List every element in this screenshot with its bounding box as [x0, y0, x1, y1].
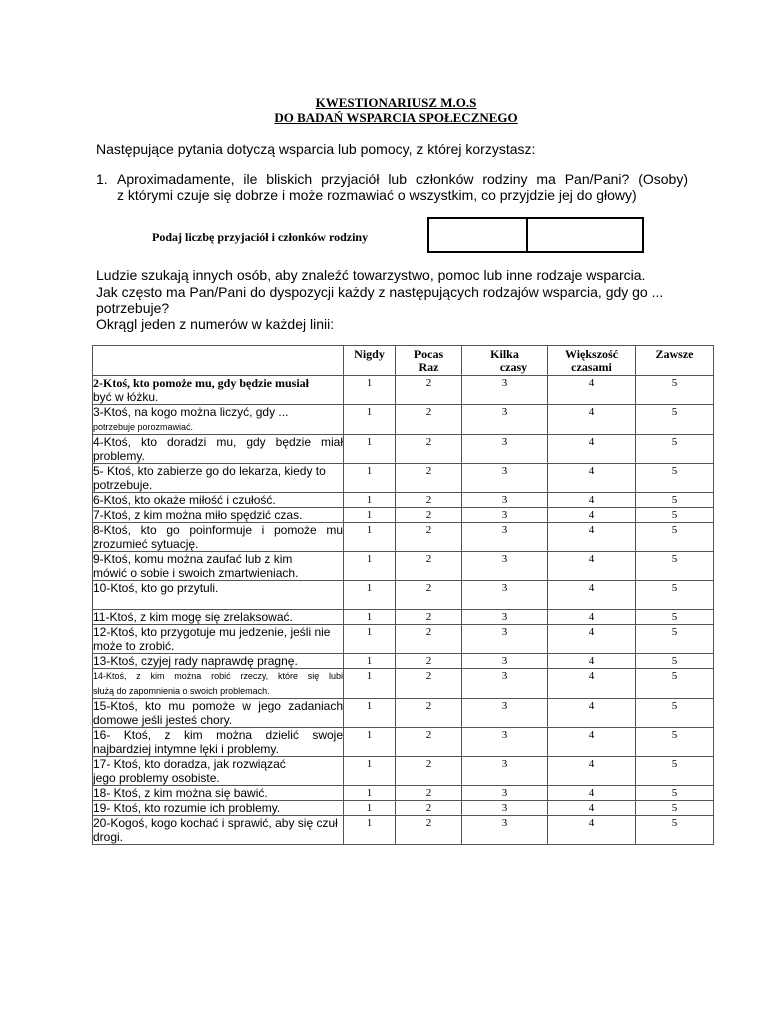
question-1 [96, 171, 688, 203]
option-1[interactable]: 1 [344, 816, 396, 845]
table-row [93, 523, 714, 552]
item-text: 16- Ktoś, z kim można dzielić swoje najbardziej intymne lęki i problemy. [93, 728, 343, 756]
option-4[interactable]: 4 [548, 654, 636, 669]
table-row [93, 801, 714, 816]
item-text: 14-Ktoś, z kim można robić rzeczy, które się lubi służą do zapomnienia o swoich problemach. [93, 669, 344, 699]
option-5[interactable]: 5 [636, 728, 714, 757]
header-nigdy: Nigdy [344, 346, 396, 376]
option-2[interactable]: 2 [396, 523, 462, 552]
option-4[interactable]: 4 [548, 669, 636, 699]
option-5[interactable]: 5 [636, 757, 714, 786]
family-count-input[interactable] [526, 217, 644, 253]
option-3[interactable]: 3 [462, 405, 548, 435]
option-3[interactable]: 3 [462, 523, 548, 552]
option-1[interactable]: 1 [344, 508, 396, 523]
table-row [93, 581, 714, 610]
table-row [93, 699, 714, 728]
option-2[interactable]: 2 [396, 405, 462, 435]
table-row [93, 757, 714, 786]
option-2[interactable]: 2 [396, 699, 462, 728]
option-2[interactable]: 2 [396, 816, 462, 845]
table-row [93, 435, 714, 464]
table-row [93, 728, 714, 757]
item-text: 12-Ktoś, kto przygotuje mu jedzenie, jeśli nie może to zrobić. [93, 625, 344, 654]
option-4[interactable]: 4 [548, 464, 636, 493]
item-text: 2-Ktoś, kto pomoże mu, gdy będzie musiał być w łóżku. [93, 376, 344, 405]
option-1[interactable]: 1 [344, 801, 396, 816]
friends-count-input[interactable] [427, 217, 528, 253]
option-3[interactable]: 3 [462, 376, 548, 405]
option-4[interactable]: 4 [548, 728, 636, 757]
option-4[interactable]: 4 [548, 757, 636, 786]
option-1[interactable]: 1 [344, 786, 396, 801]
option-2[interactable]: 2 [396, 508, 462, 523]
option-1[interactable]: 1 [344, 493, 396, 508]
option-1[interactable]: 1 [344, 669, 396, 699]
option-4[interactable]: 4 [548, 508, 636, 523]
option-1[interactable]: 1 [344, 552, 396, 581]
option-2[interactable]: 2 [396, 376, 462, 405]
table-row [93, 508, 714, 523]
option-4[interactable]: 4 [548, 523, 636, 552]
option-5[interactable]: 5 [636, 523, 714, 552]
item-text: 5- Ktoś, kto zabierze go do lekarza, kiedy to potrzebuje. [93, 464, 344, 493]
item-text: 10-Ktoś, kto go przytuli. [93, 581, 344, 610]
option-3[interactable]: 3 [462, 669, 548, 699]
table-row [93, 464, 714, 493]
option-4[interactable]: 4 [548, 801, 636, 816]
table-row [93, 625, 714, 654]
option-1[interactable]: 1 [344, 581, 396, 610]
option-5[interactable]: 5 [636, 786, 714, 801]
option-3[interactable]: 3 [462, 801, 548, 816]
option-1[interactable]: 1 [344, 405, 396, 435]
header-pocas-raz: Pocas Raz [396, 346, 462, 376]
option-3[interactable]: 3 [462, 728, 548, 757]
table-header-row [93, 346, 714, 376]
question-1-line-1: Aproximadamente, ile bliskich przyjaciół lub członków rodziny ma Pan/Pani? (Osoby) [117, 171, 688, 187]
option-5[interactable]: 5 [636, 405, 714, 435]
option-3[interactable]: 3 [462, 493, 548, 508]
option-5[interactable]: 5 [636, 610, 714, 625]
option-4[interactable]: 4 [548, 625, 636, 654]
item-text: 7-Ktoś, z kim można miło spędzić czas. [93, 508, 344, 523]
item-text: 18- Ktoś, z kim można się bawić. [93, 786, 344, 801]
option-5[interactable]: 5 [636, 435, 714, 464]
item-text: 15-Ktoś, kto mu pomoże w jego zadaniach domowe jeśli jesteś chory. [93, 699, 343, 727]
table-row [93, 493, 714, 508]
option-3[interactable]: 3 [462, 625, 548, 654]
option-2[interactable]: 2 [396, 801, 462, 816]
option-1[interactable]: 1 [344, 523, 396, 552]
option-3[interactable]: 3 [462, 757, 548, 786]
option-2[interactable]: 2 [396, 464, 462, 493]
option-4[interactable]: 4 [548, 435, 636, 464]
option-5[interactable]: 5 [636, 464, 714, 493]
option-1[interactable]: 1 [344, 699, 396, 728]
option-4[interactable]: 4 [548, 552, 636, 581]
option-5[interactable]: 5 [636, 625, 714, 654]
option-5[interactable]: 5 [636, 552, 714, 581]
count-label: Podaj liczbę przyjaciół i członków rodziny [152, 230, 369, 244]
item-text: 20-Kogoś, kogo kochać i sprawić, aby się czuł drogi. [93, 816, 344, 845]
option-5[interactable]: 5 [636, 508, 714, 523]
option-3[interactable]: 3 [462, 699, 548, 728]
table-row [93, 552, 714, 581]
item-text: 19- Ktoś, kto rozumie ich problemy. [93, 801, 344, 816]
option-2[interactable]: 2 [396, 728, 462, 757]
option-1[interactable]: 1 [344, 654, 396, 669]
item-text: 8-Ktoś, kto go poinformuje i pomoże mu zrozumieć sytuację. [93, 523, 343, 551]
option-1[interactable]: 1 [344, 435, 396, 464]
intro-text: Następujące pytania dotyczą wsparcia lub pomocy, z której korzystasz: [96, 141, 536, 157]
item-text: 9-Ktoś, komu można zaufać lub z kim mówić o sobie i swoich zmartwieniach. [93, 552, 344, 581]
instructions-line-4: Okrągl jeden z numerów w każdej linii: [96, 316, 335, 332]
option-3[interactable]: 3 [462, 610, 548, 625]
option-2[interactable]: 2 [396, 435, 462, 464]
option-3[interactable]: 3 [462, 816, 548, 845]
option-4[interactable]: 4 [548, 699, 636, 728]
option-5[interactable]: 5 [636, 699, 714, 728]
title-line-1: KWESTIONARIUSZ M.O.S [315, 95, 477, 110]
option-3[interactable]: 3 [462, 508, 548, 523]
option-1[interactable]: 1 [344, 757, 396, 786]
item-text: 11-Ktoś, z kim mogę się zrelaksować. [93, 610, 344, 625]
option-3[interactable]: 3 [462, 464, 548, 493]
header-item [93, 346, 344, 376]
option-5[interactable]: 5 [636, 376, 714, 405]
instructions-line-2: Jak często ma Pan/Pani do dyspozycji każdy z następujących rodzajów wsparcia, gdy go ... [96, 284, 664, 300]
option-4[interactable]: 4 [548, 493, 636, 508]
option-2[interactable]: 2 [396, 552, 462, 581]
item-text: 3-Ktoś, na kogo można liczyć, gdy ... potrzebuje porozmawiać. [93, 405, 344, 435]
option-3[interactable]: 3 [462, 786, 548, 801]
option-4[interactable]: 4 [548, 786, 636, 801]
option-1[interactable]: 1 [344, 625, 396, 654]
option-2[interactable]: 2 [396, 654, 462, 669]
item-text: 17- Ktoś, kto doradza, jak rozwiązać jego problemy osobiste. [93, 757, 344, 786]
option-2[interactable]: 2 [396, 493, 462, 508]
table-row [93, 654, 714, 669]
table-row [93, 669, 714, 699]
option-3[interactable]: 3 [462, 552, 548, 581]
option-4[interactable]: 4 [548, 405, 636, 435]
option-5[interactable]: 5 [636, 801, 714, 816]
option-2[interactable]: 2 [396, 757, 462, 786]
option-1[interactable]: 1 [344, 376, 396, 405]
option-1[interactable]: 1 [344, 464, 396, 493]
option-5[interactable]: 5 [636, 581, 714, 610]
title-line-2: DO BADAŃ WSPARCIA SPOŁECZNEGO [274, 110, 518, 125]
option-2[interactable]: 2 [396, 581, 462, 610]
option-3[interactable]: 3 [462, 435, 548, 464]
header-zawsze: Zawsze [636, 346, 714, 376]
option-2[interactable]: 2 [396, 669, 462, 699]
table-row [93, 405, 714, 435]
table-row [93, 786, 714, 801]
table-row [93, 610, 714, 625]
item-text: 13-Ktoś, czyjej rady naprawdę pragnę. [93, 654, 344, 669]
question-1-line-2: z którymi czuje się dobrze i może rozmawiać o wszystkim, co przyjdzie jej do głowy) [117, 187, 637, 203]
instructions-line-1: Ludzie szukają innych osób, aby znaleźć towarzystwo, pomoc lub inne rodzaje wsparcia. [96, 267, 646, 283]
option-3[interactable]: 3 [462, 654, 548, 669]
option-4[interactable]: 4 [548, 610, 636, 625]
option-4[interactable]: 4 [548, 581, 636, 610]
header-kilka-czasy: Kilka czasy [462, 346, 548, 376]
option-5[interactable]: 5 [636, 816, 714, 845]
option-3[interactable]: 3 [462, 581, 548, 610]
option-5[interactable]: 5 [636, 493, 714, 508]
option-2[interactable]: 2 [396, 625, 462, 654]
item-text: 6-Ktoś, kto okaże miłość i czułość. [93, 493, 344, 508]
question-1-number: 1. [96, 171, 108, 187]
instructions-line-3: potrzebuje? [96, 300, 170, 316]
option-4[interactable]: 4 [548, 376, 636, 405]
item-text: 4-Ktoś, kto doradzi mu, gdy będzie miał problemy. [93, 435, 343, 463]
option-2[interactable]: 2 [396, 786, 462, 801]
table-row [93, 376, 714, 405]
option-4[interactable]: 4 [548, 816, 636, 845]
option-1[interactable]: 1 [344, 610, 396, 625]
option-2[interactable]: 2 [396, 610, 462, 625]
header-wiekszosc-czasami: Większość czasami [548, 346, 636, 376]
table-row [93, 816, 714, 845]
option-5[interactable]: 5 [636, 654, 714, 669]
option-1[interactable]: 1 [344, 728, 396, 757]
option-5[interactable]: 5 [636, 669, 714, 699]
support-frequency-table [92, 345, 714, 845]
